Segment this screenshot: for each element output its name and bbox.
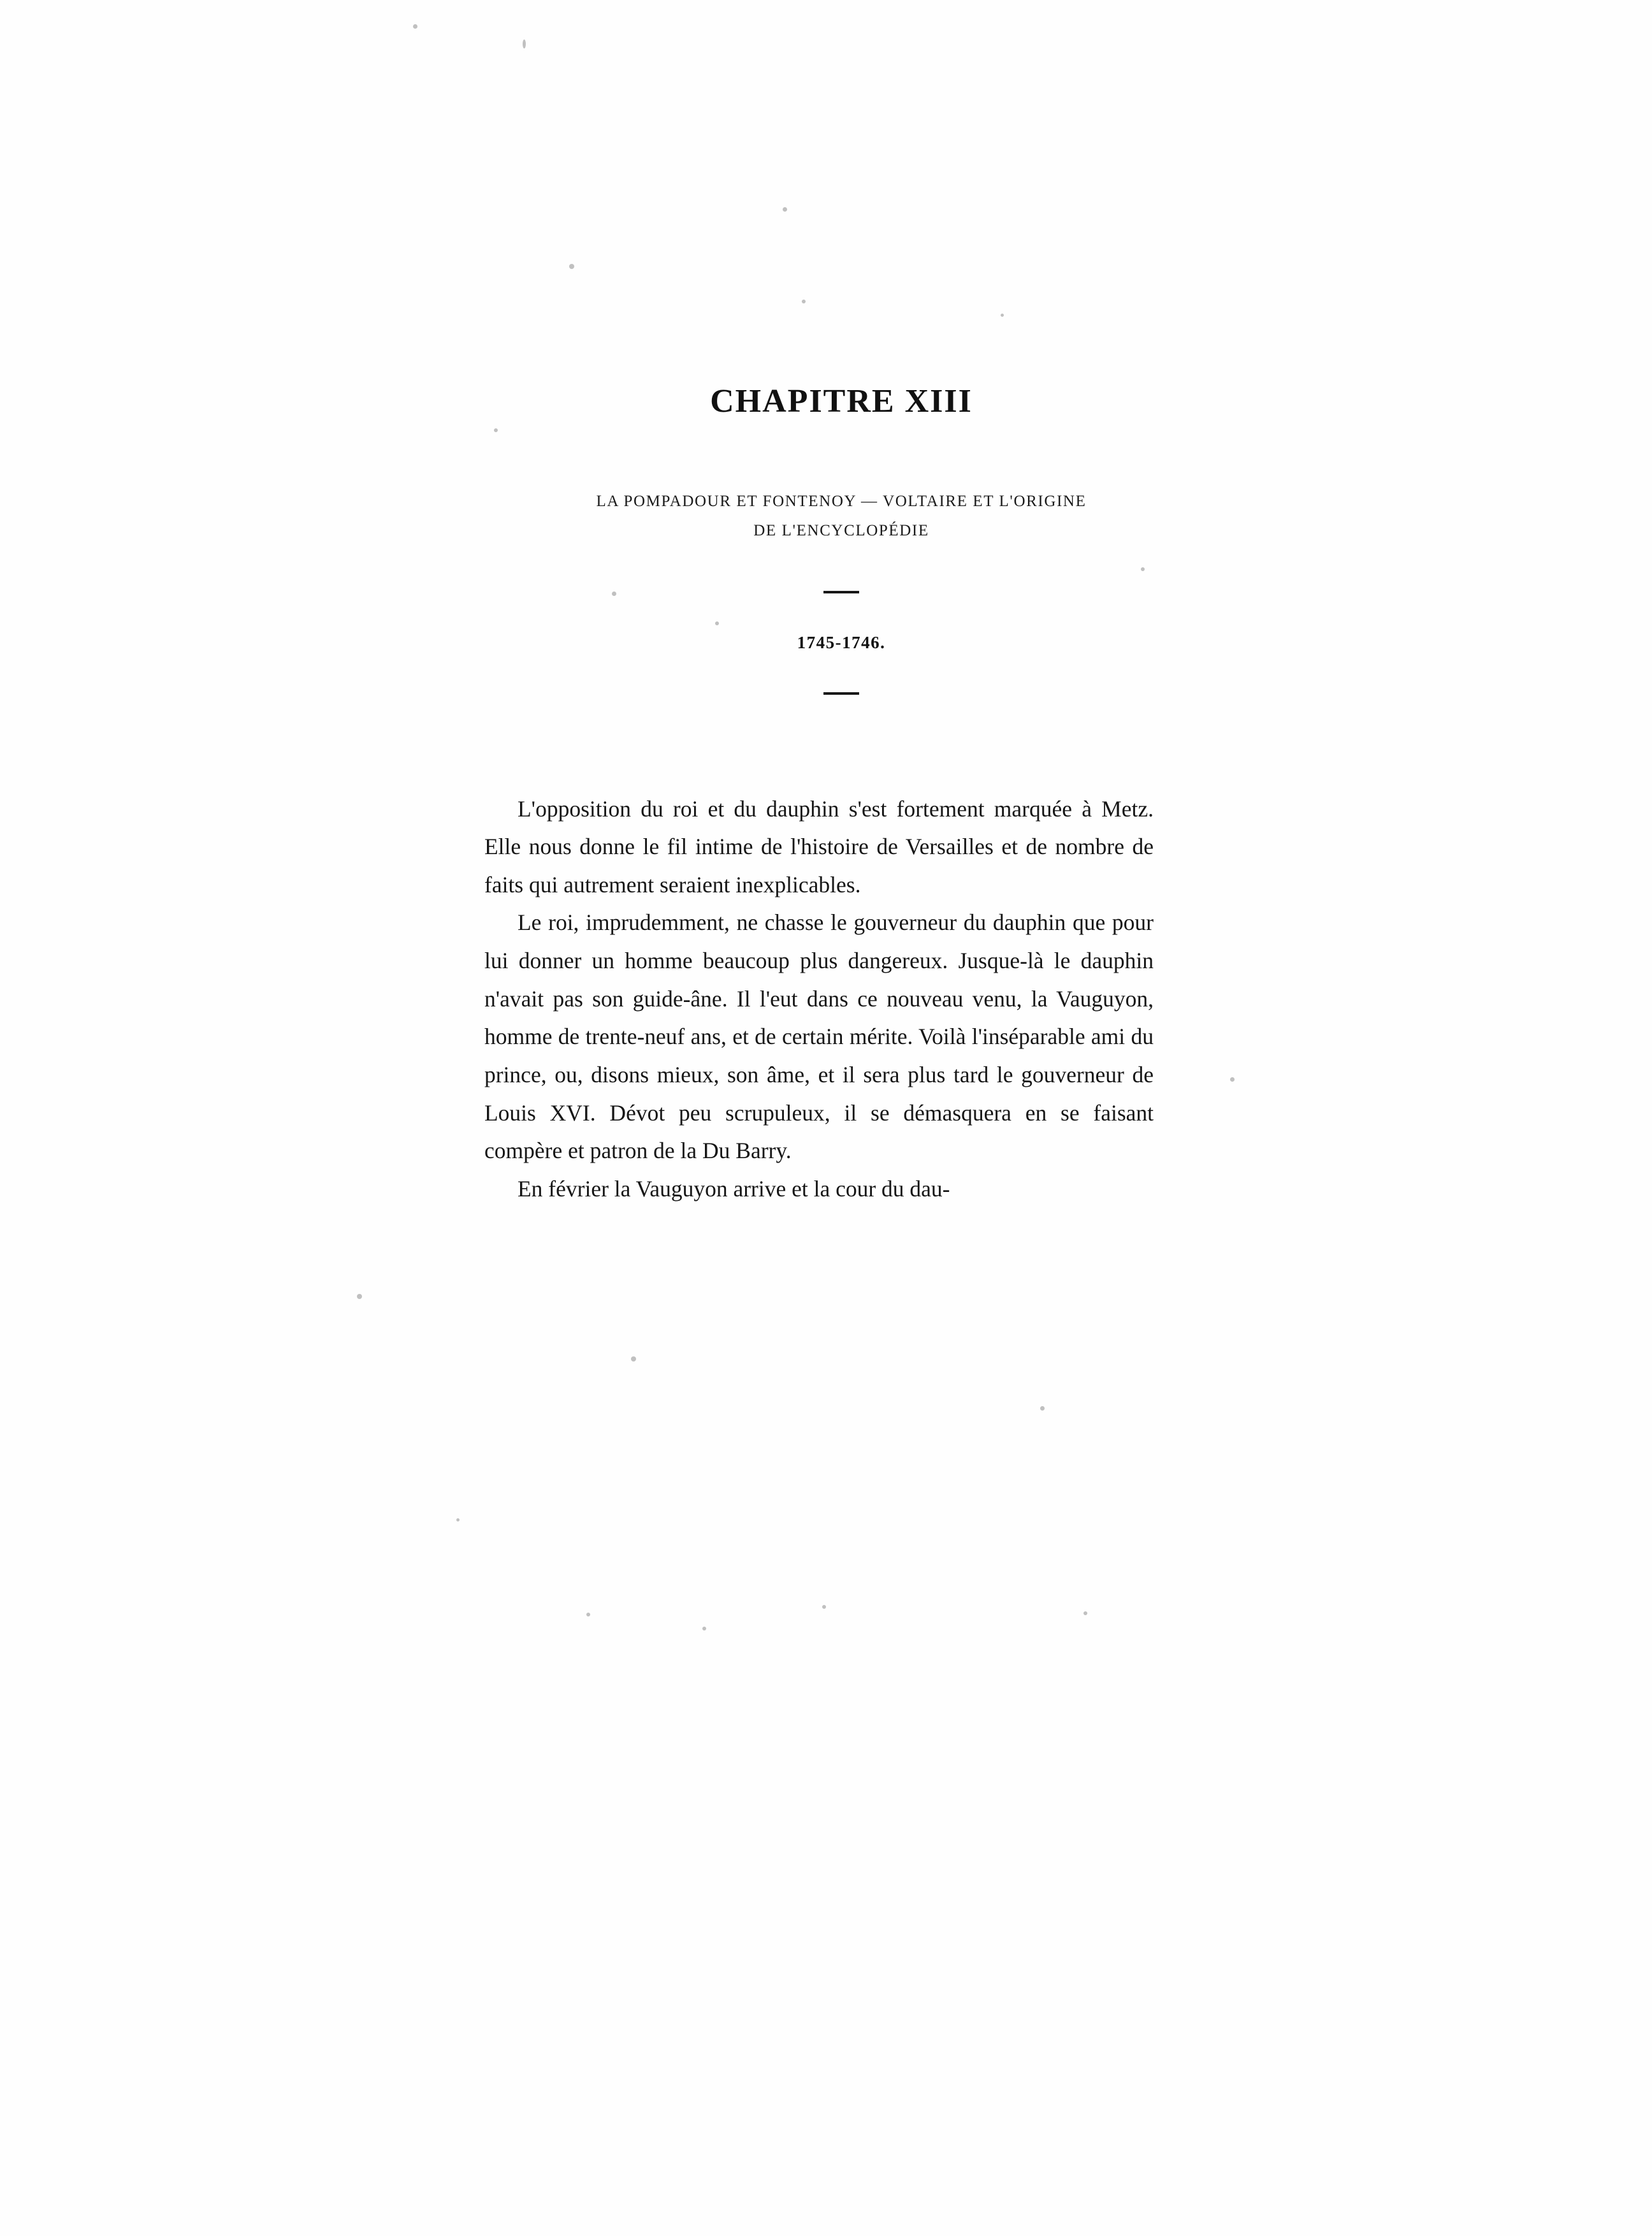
scan-speck — [1083, 1611, 1087, 1615]
divider-rule-top — [823, 591, 859, 593]
chapter-title: CHAPITRE XIII — [710, 383, 973, 419]
paragraph: Le roi, imprudemment, ne chasse le gouverneur du dauphin que pour lui donner un homme beaucoup plus dangereux. Jusque-là le dauphin n'avait pas son guide-âne. Il l'eut dans ce nouveau venu, la Vauguyon, homme de trente-neuf ans, et de certain mérite. Voilà l'inséparable ami du prince, ou, disons mieux, son âme, et il sera plus tard le gouverneur de Louis XVI. Dévot peu scrupuleux, il se démasquera en se faisant compère et patron de la Du Barry. — [484, 910, 1154, 1164]
paragraph: L'opposition du roi et du dauphin s'est fortement marquée à Metz. Elle nous donne le fil intime de l'histoire de Versailles et de nombre de faits qui autrement seraient inexplicables. — [484, 795, 1154, 897]
body-text — [484, 790, 1154, 1209]
scan-speck — [631, 1356, 636, 1361]
scan-speck — [822, 1605, 826, 1609]
chapter-subtitle-line-2: DE L'ENCYCLOPÉDIE — [753, 522, 929, 540]
scan-speck — [357, 1294, 362, 1299]
paragraph: En février la Vauguyon arrive et la cour du dau- — [518, 1175, 950, 1201]
scan-speck — [702, 1627, 706, 1630]
scan-speck — [1040, 1406, 1045, 1411]
chapter-subtitle — [408, 487, 1275, 546]
divider-rule-bottom — [823, 692, 859, 695]
chapter-subtitle-line-1: LA POMPADOUR ET FONTENOY — VOLTAIRE ET L'ORIGINE — [596, 493, 1087, 510]
chapter-date-range: 1745-1746. — [797, 632, 886, 652]
page-content — [408, 0, 1275, 1208]
scan-speck — [586, 1613, 590, 1616]
scan-speck — [456, 1518, 460, 1521]
